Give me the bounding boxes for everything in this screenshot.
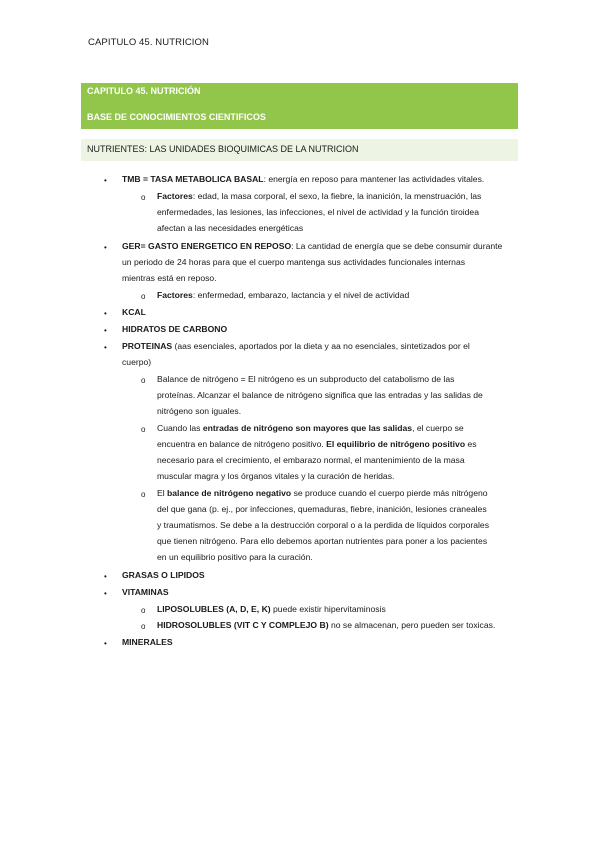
- bullet-marker: •: [104, 572, 107, 581]
- ger-definition-line3: mientras está en reposo.: [122, 273, 217, 283]
- list-item-hidratos: HIDRATOS DE CARBONO: [122, 324, 228, 334]
- tmb-definition: : energía en reposo para mantener las actividades vitales.: [263, 174, 485, 184]
- proteinas-definition: (aas esenciales, aportados por la dieta y aa no esenciales, sintetizados por el: [172, 341, 470, 351]
- factores-label: Factores: [157, 290, 193, 300]
- balance-nitrogeno-line1: Balance de nitrógeno = El nitrógeno es un subproducto del catabolismo de las: [157, 374, 455, 384]
- tmb-factores: [157, 188, 481, 204]
- balance-nitrogeno-line2: proteínas. Alcanzar el balance de nitrógeno significa que las entradas y las salidas de: [157, 390, 483, 400]
- balance-negativo-line5: en un equilibrio positivo para la curación.: [157, 552, 313, 562]
- balance-positivo-line2: [157, 436, 477, 452]
- emphasis-equilibrio-positivo: El equilibrio de nitrógeno positivo: [326, 439, 466, 449]
- chapter-banner: [81, 83, 518, 129]
- vitaminas-liposolubles: [157, 601, 386, 617]
- list-item-proteinas: [122, 338, 470, 354]
- list-item-minerales: MINERALES: [122, 637, 173, 647]
- ger-factores: [157, 287, 409, 303]
- chapter-subtitle: BASE DE CONOCIMIENTOS CIENTIFICOS: [87, 112, 266, 122]
- vitaminas-hidrosolubles: [157, 617, 495, 633]
- factores-label: Factores: [157, 191, 193, 201]
- term-liposolubles: LIPOSOLUBLES (A, D, E, K): [157, 604, 271, 614]
- list-item-vitaminas: VITAMINAS: [122, 587, 169, 597]
- text-run: no se almacenan, pero pueden ser toxicas.: [328, 620, 496, 630]
- section-heading-band: [81, 139, 518, 161]
- balance-negativo-line1: [157, 485, 488, 501]
- sub-marker: o: [141, 292, 146, 301]
- sub-marker: o: [141, 193, 146, 202]
- list-item-tmb: [122, 171, 484, 187]
- balance-negativo-line4: que tienen nitrógeno. Para ello debemos aportan nutrientes para poner a los pacientes: [157, 536, 488, 546]
- text-run: es: [465, 439, 477, 449]
- tmb-factores-line3: afectan a las necesidades energéticas: [157, 223, 304, 233]
- running-header: CAPITULO 45. NUTRICION: [88, 37, 209, 48]
- sub-marker: o: [141, 622, 146, 631]
- emphasis-entradas: entradas de nitrógeno son mayores que las salidas: [202, 423, 413, 433]
- text-run: puede existir hipervitaminosis: [270, 604, 386, 614]
- text-run: se produce cuando el cuerpo pierde más nitrógeno: [291, 488, 488, 498]
- term-hidrosolubles: HIDROSOLUBLES (VIT C Y COMPLEJO B): [157, 620, 329, 630]
- section-title: NUTRIENTES: LAS UNIDADES BIOQUIMICAS DE LA NUTRICION: [87, 144, 359, 154]
- bullet-marker: •: [104, 589, 107, 598]
- sub-marker: o: [141, 606, 146, 615]
- text-run: Cuando las: [157, 423, 203, 433]
- proteinas-definition-line2: cuerpo): [122, 357, 152, 367]
- term-tmb: TMB = TASA METABOLICA BASAL: [122, 174, 264, 184]
- balance-nitrogeno-line3: nitrógeno son iguales.: [157, 406, 242, 416]
- bullet-marker: •: [104, 343, 107, 352]
- emphasis-balance-negativo: balance de nitrógeno negativo: [167, 488, 292, 498]
- text-run: , el cuerpo se: [412, 423, 464, 433]
- text-run: El: [157, 488, 168, 498]
- chapter-title: CAPITULO 45. NUTRICIÓN: [87, 86, 201, 96]
- bullet-marker: •: [104, 243, 107, 252]
- term-ger: GER= GASTO ENERGETICO EN REPOSO: [122, 241, 292, 251]
- balance-negativo-line2: del que gana (p. ej., por infecciones, quemaduras, fiebre, inanición, lesiones craneales: [157, 504, 487, 514]
- sub-marker: o: [141, 490, 146, 499]
- ger-factores-text: : enfermedad, embarazo, lactancia y el nivel de actividad: [192, 290, 410, 300]
- balance-negativo-line3: y traumatismos. Se debe a la destrucción corporal o a la perdida de líquidos corporales: [157, 520, 489, 530]
- sub-marker: o: [141, 425, 146, 434]
- list-item-grasas: GRASAS O LIPIDOS: [122, 570, 205, 580]
- term-proteinas: PROTEINAS: [122, 341, 173, 351]
- balance-positivo-line3: necesario para el crecimiento, el embarazo normal, el mantenimiento de la masa: [157, 455, 465, 465]
- ger-definition-line2: un periodo de 24 horas para que el cuerpo mantenga sus actividades funcionales internas: [122, 257, 466, 267]
- list-item-ger: [122, 238, 502, 254]
- balance-positivo-line1: [157, 420, 464, 436]
- balance-positivo-line4: muscular magra y los órganos vitales y la curación de heridas.: [157, 471, 395, 481]
- sub-marker: o: [141, 376, 146, 385]
- tmb-factores-line2: enfermedades, las lesiones, las infecciones, el nivel de actividad y la función tiroidea: [157, 207, 479, 217]
- ger-definition: : La cantidad de energía que se debe consumir durante: [291, 241, 503, 251]
- list-item-kcal: KCAL: [122, 307, 146, 317]
- bullet-marker: •: [104, 326, 107, 335]
- bullet-marker: •: [104, 639, 107, 648]
- text-run: encuentra en balance de nitrógeno positivo.: [157, 439, 327, 449]
- bullet-marker: •: [104, 176, 107, 185]
- tmb-factores-text: : edad, la masa corporal, el sexo, la fiebre, la inanición, la menstruación, las: [192, 191, 482, 201]
- bullet-marker: •: [104, 309, 107, 318]
